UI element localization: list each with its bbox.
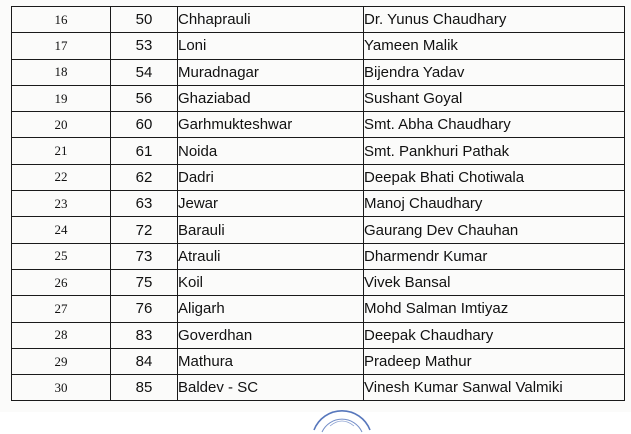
candidate-name-cell: Dharmendr Kumar xyxy=(364,243,625,269)
table-row xyxy=(12,85,625,111)
constituency-number-cell: 60 xyxy=(111,112,178,138)
constituency-number-cell: 53 xyxy=(111,33,178,59)
table-row xyxy=(12,375,625,401)
serial-number-cell: 25 xyxy=(12,243,111,269)
table-row xyxy=(12,7,625,33)
candidate-name-cell: Mohd Salman Imtiyaz xyxy=(364,296,625,322)
table-body xyxy=(12,7,625,401)
constituency-number-cell: 56 xyxy=(111,85,178,111)
table-row xyxy=(12,138,625,164)
serial-number-cell: 17 xyxy=(12,33,111,59)
serial-number-cell: 22 xyxy=(12,164,111,190)
constituency-name-cell: Atrauli xyxy=(178,243,364,269)
serial-number-cell: 16 xyxy=(12,7,111,33)
serial-number-cell: 20 xyxy=(12,112,111,138)
constituency-name-cell: Noida xyxy=(178,138,364,164)
candidate-name-cell: Deepak Bhati Chotiwala xyxy=(364,164,625,190)
serial-number-cell: 30 xyxy=(12,375,111,401)
candidate-name-cell: Smt. Abha Chaudhary xyxy=(364,112,625,138)
serial-number-cell: 18 xyxy=(12,59,111,85)
constituency-number-cell: 84 xyxy=(111,348,178,374)
constituency-number-cell: 63 xyxy=(111,191,178,217)
serial-number-cell: 19 xyxy=(12,85,111,111)
candidate-name-cell: Dr. Yunus Chaudhary xyxy=(364,7,625,33)
table-row xyxy=(12,59,625,85)
constituency-name-cell: Aligarh xyxy=(178,296,364,322)
constituency-name-cell: Jewar xyxy=(178,191,364,217)
constituency-name-cell: Chhaprauli xyxy=(178,7,364,33)
table-row xyxy=(12,191,625,217)
constituency-name-cell: Goverdhan xyxy=(178,322,364,348)
candidate-name-cell: Vinesh Kumar Sanwal Valmiki xyxy=(364,375,625,401)
serial-number-cell: 29 xyxy=(12,348,111,374)
candidate-name-cell: Deepak Chaudhary xyxy=(364,322,625,348)
constituency-number-cell: 72 xyxy=(111,217,178,243)
serial-number-cell: 28 xyxy=(12,322,111,348)
table-row xyxy=(12,217,625,243)
candidate-name-cell: Smt. Pankhuri Pathak xyxy=(364,138,625,164)
serial-number-cell: 26 xyxy=(12,269,111,295)
constituency-name-cell: Mathura xyxy=(178,348,364,374)
table-row xyxy=(12,269,625,295)
table-row xyxy=(12,296,625,322)
constituency-number-cell: 85 xyxy=(111,375,178,401)
constituency-name-cell: Koil xyxy=(178,269,364,295)
table-row xyxy=(12,33,625,59)
candidate-name-cell: Manoj Chaudhary xyxy=(364,191,625,217)
constituency-number-cell: 62 xyxy=(111,164,178,190)
candidate-name-cell: Gaurang Dev Chauhan xyxy=(364,217,625,243)
table-row xyxy=(12,243,625,269)
table-row xyxy=(12,112,625,138)
table-row xyxy=(12,164,625,190)
constituency-name-cell: Baldev - SC xyxy=(178,375,364,401)
constituency-number-cell: 50 xyxy=(111,7,178,33)
constituency-name-cell: Dadri xyxy=(178,164,364,190)
serial-number-cell: 24 xyxy=(12,217,111,243)
constituency-number-cell: 61 xyxy=(111,138,178,164)
constituency-name-cell: Ghaziabad xyxy=(178,85,364,111)
constituency-number-cell: 73 xyxy=(111,243,178,269)
serial-number-cell: 21 xyxy=(12,138,111,164)
serial-number-cell: 27 xyxy=(12,296,111,322)
candidate-name-cell: Yameen Malik xyxy=(364,33,625,59)
candidate-name-cell: Vivek Bansal xyxy=(364,269,625,295)
constituency-number-cell: 75 xyxy=(111,269,178,295)
constituency-name-cell: Barauli xyxy=(178,217,364,243)
candidate-name-cell: Sushant Goyal xyxy=(364,85,625,111)
constituency-number-cell: 76 xyxy=(111,296,178,322)
constituency-name-cell: Garhmukteshwar xyxy=(178,112,364,138)
candidate-name-cell: Bijendra Yadav xyxy=(364,59,625,85)
constituency-name-cell: Loni xyxy=(178,33,364,59)
table-row xyxy=(12,322,625,348)
serial-number-cell: 23 xyxy=(12,191,111,217)
candidate-list-table xyxy=(11,6,625,401)
constituency-number-cell: 54 xyxy=(111,59,178,85)
candidate-name-cell: Pradeep Mathur xyxy=(364,348,625,374)
constituency-name-cell: Muradnagar xyxy=(178,59,364,85)
constituency-number-cell: 83 xyxy=(111,322,178,348)
table-row xyxy=(12,348,625,374)
